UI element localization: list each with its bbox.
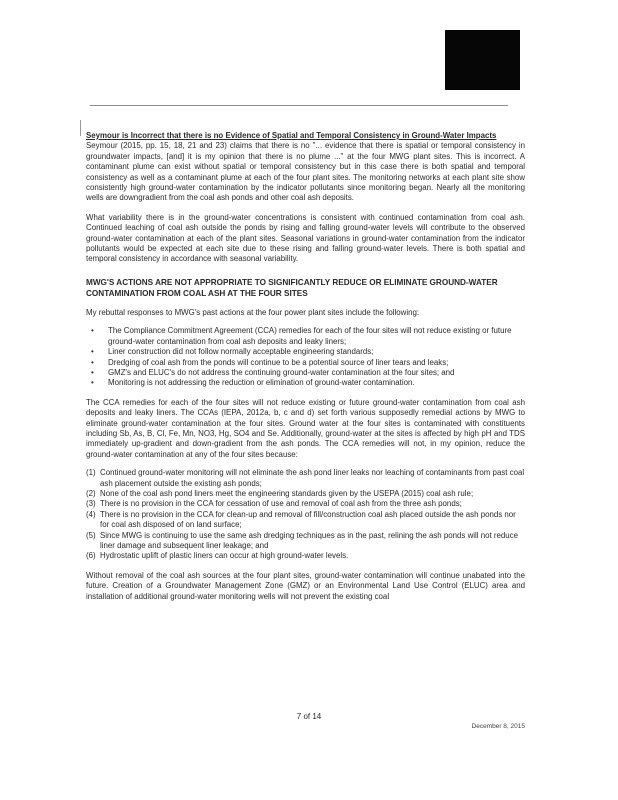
item-text: Since MWG is continuing to use the same ash dredging techniques as in the past, relining the ash ponds will not reduce liner damage and subsequent liner leakage; and bbox=[100, 530, 519, 550]
item-number: (2) bbox=[86, 488, 96, 498]
item-text: Continued ground-water monitoring will not eliminate the ash pond liner leaks nor leaching of contaminants from past coal ash placement outside the existing ash ponds; bbox=[100, 468, 525, 488]
item-number: (5) bbox=[86, 530, 96, 540]
document-body bbox=[86, 131, 525, 602]
section-heading-mwg-actions: MWG'S ACTIONS ARE NOT APPROPRIATE TO SIGNIFICANTLY REDUCE OR ELIMINATE GROUND-WATER CONTAMINATION FROM COAL ASH AT THE FOUR SITES bbox=[86, 277, 498, 298]
document-date: December 8, 2015 bbox=[471, 723, 525, 730]
bullet-item: • The Compliance Commitment Agreement (CCA) remedies for each of the four sites will not reduce existing or future ground-water contamination from coal ash deposits and leaky liners; bbox=[86, 326, 525, 347]
paragraph-cca-remedies: The CCA remedies for each of the four sites will not reduce existing or future ground-water contamination from coal ash deposits and leaky liners. The CCAs (IEPA, 2012a, b, c and d) set forth various supposedly remedial actions by MWG to eliminate ground-water contamination at the four sites. Ground water at the four sites is contaminated with constituents including Sb, As, B, Cl, Fe, Mn, NO3, Hg, SO4 and Se. Additionally, ground-water at the sites is affected by high pH and TDS immediately up-gradient and down-gradient from the ash ponds. The CCA remedies will not, in my opinion, reduce the ground-water contamination at any of the four sites because: bbox=[86, 397, 525, 459]
reasons-numbered-list bbox=[86, 468, 525, 562]
item-text: Hydrostatic uplift of plastic liners can occur at high ground-water levels. bbox=[100, 551, 349, 561]
header-rule bbox=[90, 105, 508, 106]
numbered-item bbox=[86, 489, 525, 499]
item-text: There is no provision in the CCA for clean-up and removal of fill/construction coal ash placed outside the ash ponds nor for coal ash disposed of on land surface; bbox=[100, 509, 516, 530]
item-number: (4) bbox=[86, 509, 96, 519]
item-number: (6) bbox=[86, 551, 96, 561]
paragraph-rebuttal-intro: My rebuttal responses to MWG's past actions at the four power plant sites include the following: bbox=[86, 307, 420, 317]
bullet-item: • GMZ's and ELUC's do not address the continuing ground-water contamination at the four sites; and bbox=[86, 368, 525, 378]
redaction-block bbox=[445, 30, 520, 90]
item-text: None of the coal ash pond liners meet the engineering standards given by the USEPA (2015) coal ash rule; bbox=[100, 488, 474, 498]
bullet-item: • Dredging of coal ash from the ponds will continue to be a potential source of liner tears and leaks; bbox=[86, 358, 525, 368]
item-number: (3) bbox=[86, 499, 96, 509]
paragraph-variability: What variability there is in the ground-water concentrations is consistent with continued contamination from coal ash. Continued leaching of coal ash outside the ponds by rising and falling ground-water levels will contribute to the observed ground-water contamination at each of the plant sites. Seasonal variations in ground-water contamination from the indicator pollutants would be expected at each site due to these rising and falling ground-water levels. There is both spatial and temporal consistency in accordance with seasonal variability. bbox=[86, 212, 525, 264]
numbered-item bbox=[86, 551, 525, 561]
numbered-item bbox=[86, 531, 525, 552]
numbered-item bbox=[86, 510, 525, 531]
margin-mark bbox=[80, 120, 81, 136]
section-heading-seymour: Seymour is Incorrect that there is no Evidence of Spatial and Temporal Consistency in Ground-Water Impacts bbox=[86, 131, 497, 140]
paragraph-without-removal: Without removal of the coal ash sources at the four plant sites, ground-water contamination will continue unabated into the future. Creation of a Groundwater Management Zone (GMZ) or an Environmental Land Use Control (ELUC) area and installation of additional ground-water monitoring wells will not prevent the existing coal bbox=[86, 570, 525, 601]
bullet-item: • Monitoring is not addressing the reduction or elimination of ground-water contamination. bbox=[86, 378, 525, 388]
item-number: (1) bbox=[86, 468, 96, 478]
item-text: There is no provision in the CCA for cessation of use and removal of coal ash from the three ash ponds; bbox=[100, 499, 462, 509]
page-number: 7 of 14 bbox=[296, 712, 322, 721]
bullet-item: • Liner construction did not follow normally acceptable engineering standards; bbox=[86, 347, 525, 357]
numbered-item bbox=[86, 468, 525, 489]
rebuttal-bullet-list bbox=[86, 326, 525, 388]
numbered-item bbox=[86, 499, 525, 509]
paragraph-seymour-claim: Seymour (2015, pp. 15, 18, 21 and 23) claims that there is no "... evidence that there is spatial or temporal consistency in groundwater impacts, [and] it is my opinion that there is no plume ..." at the four MWG plant sites. This is incorrect. A contaminant plume can exist without spatial or temporal consistency but in this case there is both spatial and temporal consistency as well as a contaminant plume at each of the four plant sites. The monitoring networks at each plant site show consistently high ground-water contamination by the indicator pollutants since monitoring began. Nearly all the monitoring wells are downgradient from the coal ash ponds and other coal ash deposits. bbox=[86, 141, 525, 203]
